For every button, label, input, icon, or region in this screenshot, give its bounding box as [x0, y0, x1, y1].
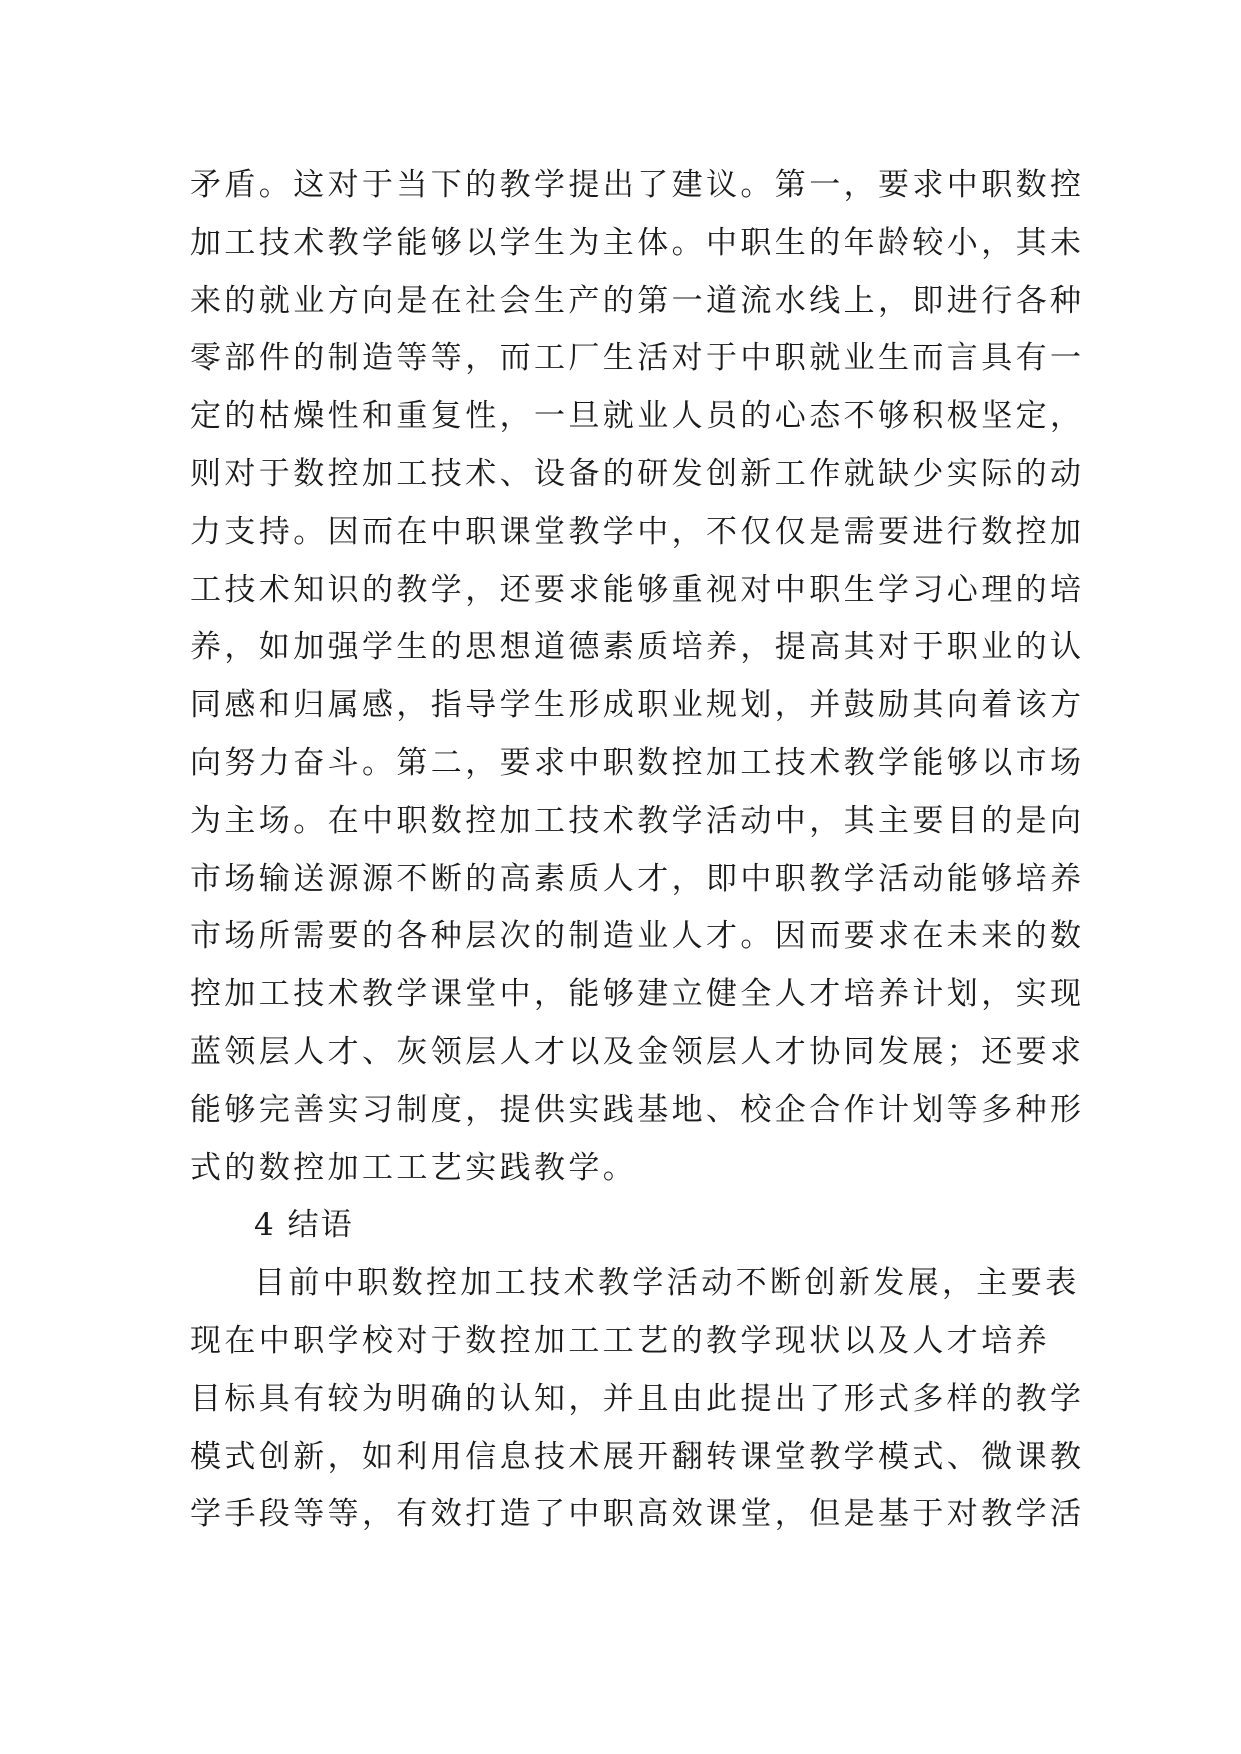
text-line: 为主场。在中职数控加工技术教学活动中，其主要目的是向 [190, 802, 1085, 839]
text-line: 式的数控加工工艺实践教学。 [190, 1149, 638, 1186]
section-heading: 4 结语 [254, 1207, 354, 1244]
text-line: 能够完善实习制度，提供实践基地、校企合作计划等多种形 [190, 1091, 1085, 1128]
text-line: 目标具有较为明确的认知，并且由此提出了形式多样的教学 [190, 1380, 1085, 1417]
text-line: 模式创新，如利用信息技术展开翻转课堂教学模式、微课教 [190, 1438, 1085, 1475]
text-line: 零部件的制造等等，而工厂生活对于中职就业生而言具有一 [190, 340, 1085, 377]
text-line: 养，如加强学生的思想道德素质培养，提高其对于职业的认 [190, 629, 1085, 666]
text-line: 市场所需要的各种层次的制造业人才。因而要求在未来的数 [190, 918, 1085, 955]
text-line: 加工技术教学能够以学生为主体。中职生的年龄较小，其未 [190, 224, 1085, 261]
text-line: 蓝领层人才、灰领层人才以及金领层人才协同发展；还要求 [190, 1033, 1085, 1070]
text-line: 同感和归属感，指导学生形成职业规划，并鼓励其向着该方 [190, 687, 1085, 724]
text-line: 现在中职学校对于数控加工工艺的教学现状以及人才培养 [190, 1322, 1050, 1359]
text-line: 来的就业方向是在社会生产的第一道流水线上，即进行各种 [190, 282, 1085, 319]
text-line: 矛盾。这对于当下的教学提出了建议。第一，要求中职数控 [190, 167, 1085, 203]
text-line: 则对于数控加工技术、设备的研发创新工作就缺少实际的动 [190, 455, 1085, 492]
text-line: 定的枯燥性和重复性，一旦就业人员的心态不够积极坚定， [190, 398, 1085, 435]
text-line: 力支持。因而在中职课堂教学中，不仅仅是需要进行数控加 [190, 513, 1085, 550]
text-line: 工技术知识的教学，还要求能够重视对中职生学习心理的培 [190, 571, 1085, 608]
body-text [190, 157, 1085, 1544]
text-line: 市场输送源源不断的高素质人才，即中职教学活动能够培养 [190, 860, 1085, 897]
text-line: 学手段等等，有效打造了中职高效课堂，但是基于对教学活 [190, 1496, 1085, 1533]
text-line: 目前中职数控加工技术教学活动不断创新发展，主要表 [254, 1265, 1080, 1302]
text-line: 向努力奋斗。第二，要求中职数控加工技术教学能够以市场 [190, 744, 1085, 781]
text-line: 控加工技术教学课堂中，能够建立健全人才培养计划，实现 [190, 976, 1085, 1013]
